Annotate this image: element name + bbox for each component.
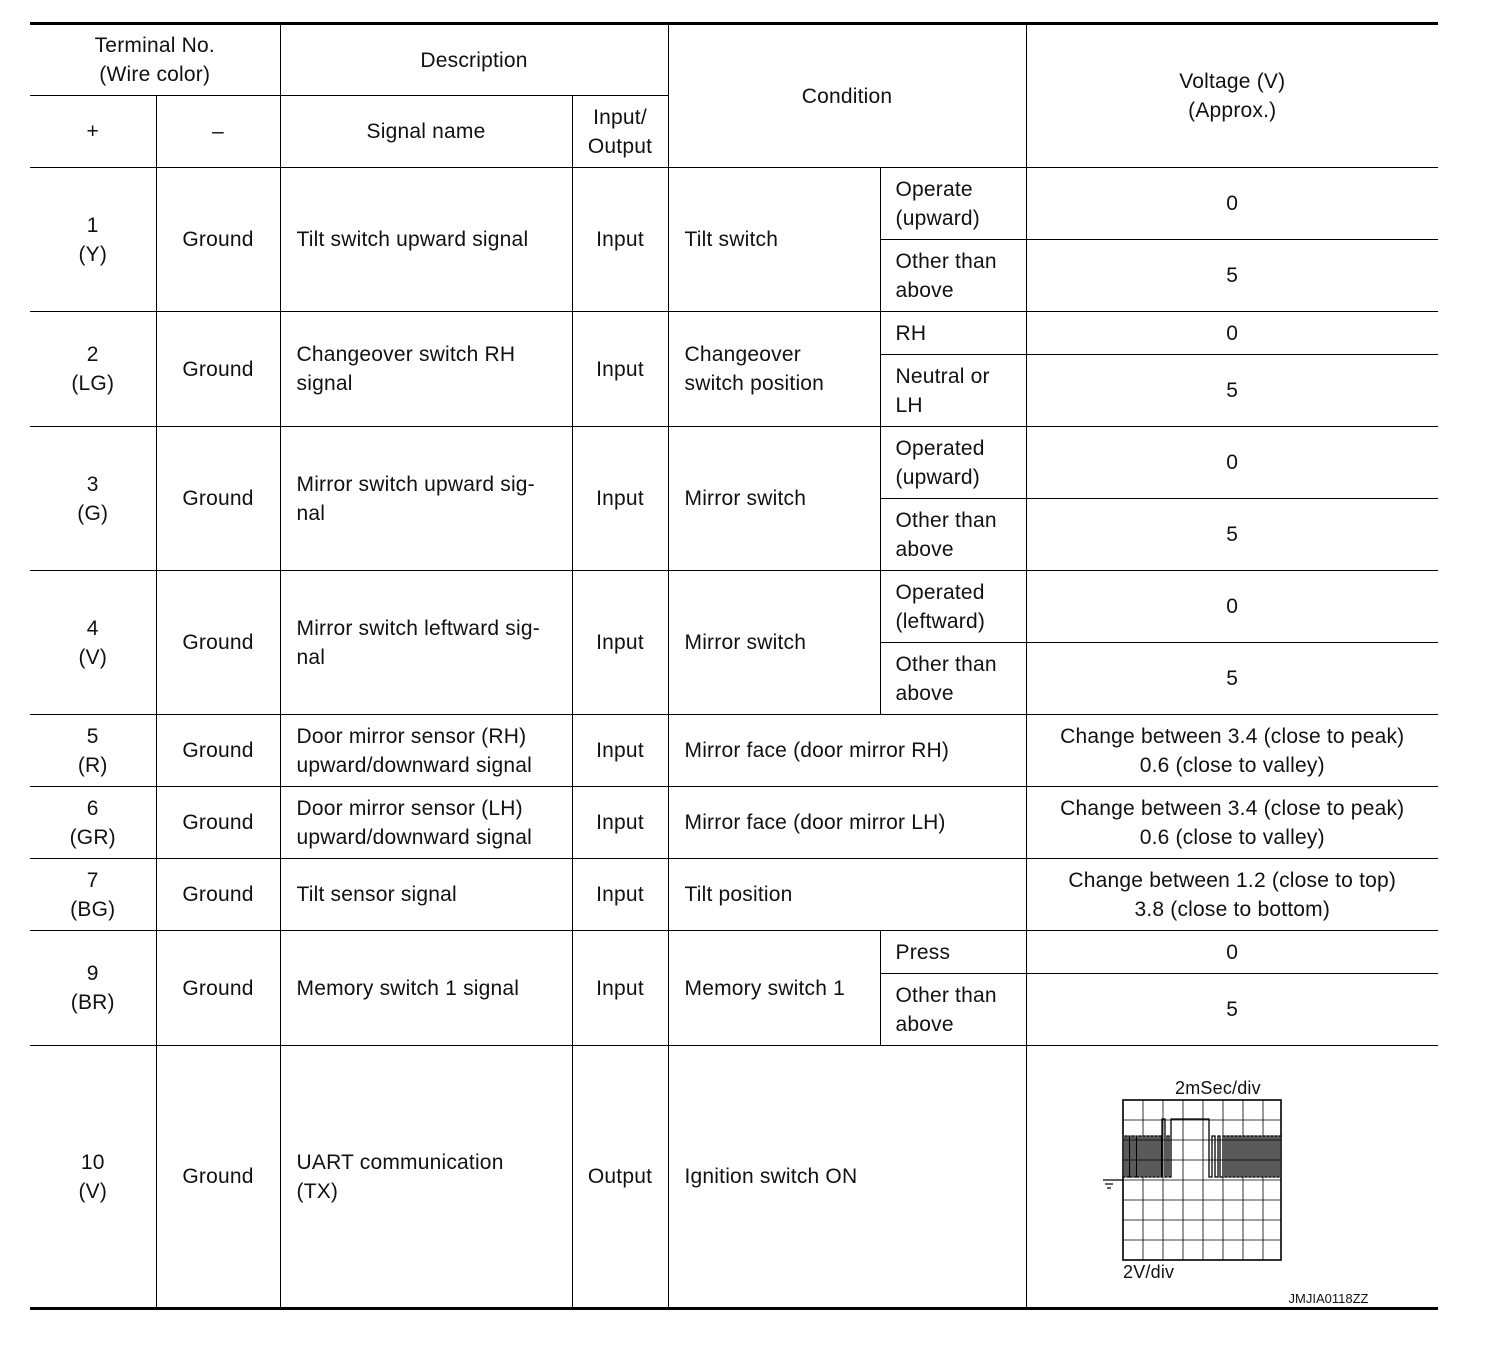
terminal-cell: 7 (BG) — [30, 859, 156, 931]
condition-cell: Mirror face (door mirror LH) — [668, 787, 1026, 859]
state-cell: Press — [880, 931, 1026, 974]
header-description: Description — [280, 24, 668, 96]
state-cell: Neutral or LH — [880, 355, 1026, 427]
table-row — [30, 1046, 1438, 1309]
io-cell: Input — [572, 312, 668, 427]
voltage-cell: Change between 3.4 (close to peak) 0.6 (close to valley) — [1026, 715, 1438, 787]
signal-cell: UART communication (TX) — [280, 1046, 572, 1309]
voltage-cell: 0 — [1026, 427, 1438, 499]
io-cell: Input — [572, 787, 668, 859]
ground-cell: Ground — [156, 859, 280, 931]
voltage-cell: Change between 1.2 (close to top) 3.8 (close to bottom) — [1026, 859, 1438, 931]
terminal-cell: 9 (BR) — [30, 931, 156, 1046]
table-row — [30, 715, 1438, 787]
io-cell: Input — [572, 168, 668, 312]
ground-cell: Ground — [156, 715, 280, 787]
ground-symbol-icon — [1103, 1180, 1123, 1188]
condition-cell: Mirror switch — [668, 427, 880, 571]
terminal-cell: 1 (Y) — [30, 168, 156, 312]
state-cell: RH — [880, 312, 1026, 355]
condition-cell: Mirror face (door mirror RH) — [668, 715, 1026, 787]
signal-cell: Tilt sensor signal — [280, 859, 572, 931]
voltage-cell: 5 — [1026, 355, 1438, 427]
oscilloscope-waveform — [1099, 1074, 1289, 1280]
terminal-cell: 3 (G) — [30, 427, 156, 571]
signal-cell: Memory switch 1 signal — [280, 931, 572, 1046]
io-cell: Output — [572, 1046, 668, 1309]
oscilloscope-grid — [1123, 1100, 1281, 1260]
table-row — [30, 312, 1438, 355]
voltage-cell: 0 — [1026, 312, 1438, 355]
terminal-cell: 4 (V) — [30, 571, 156, 715]
voltage-cell: 5 — [1026, 974, 1438, 1046]
voltage-cell: 5 — [1026, 240, 1438, 312]
ground-cell: Ground — [156, 168, 280, 312]
state-cell: Other than above — [880, 643, 1026, 715]
header-condition: Condition — [668, 24, 1026, 168]
ground-cell: Ground — [156, 931, 280, 1046]
condition-cell: Memory switch 1 — [668, 931, 880, 1046]
header-plus: + — [30, 96, 156, 168]
oscilloscope-cell — [1026, 1046, 1438, 1309]
signal-cell: Tilt switch upward signal — [280, 168, 572, 312]
io-cell: Input — [572, 715, 668, 787]
io-cell: Input — [572, 931, 668, 1046]
header-signal-name: Signal name — [280, 96, 572, 168]
condition-cell: Ignition switch ON — [668, 1046, 1026, 1309]
header-terminal: Terminal No. (Wire color) — [30, 24, 280, 96]
condition-cell: Tilt position — [668, 859, 1026, 931]
voltage-cell: 0 — [1026, 168, 1438, 240]
table-row — [30, 859, 1438, 931]
state-cell: Operated (upward) — [880, 427, 1026, 499]
volt-div-label: 2V/div — [1122, 1262, 1174, 1280]
table-row — [30, 168, 1438, 240]
io-cell: Input — [572, 571, 668, 715]
waveform-trace — [1123, 1119, 1281, 1177]
terminal-cell: 10 (V) — [30, 1046, 156, 1309]
condition-cell: Tilt switch — [668, 168, 880, 312]
state-cell: Operated (leftward) — [880, 571, 1026, 643]
terminal-spec-table — [30, 22, 1438, 1310]
signal-cell: Mirror switch leftward sig- nal — [280, 571, 572, 715]
terminal-cell: 6 (GR) — [30, 787, 156, 859]
table-row — [30, 931, 1438, 974]
figure-code: JMJIA0118ZZ — [1288, 1291, 1369, 1306]
state-cell: Other than above — [880, 974, 1026, 1046]
table-row — [30, 571, 1438, 643]
header-row-1 — [30, 24, 1438, 96]
table-row — [30, 787, 1438, 859]
time-div-label: 2mSec/div — [1174, 1078, 1261, 1098]
header-minus: – — [156, 96, 280, 168]
io-cell: Input — [572, 859, 668, 931]
voltage-cell: 5 — [1026, 643, 1438, 715]
header-voltage: Voltage (V) (Approx.) — [1026, 24, 1438, 168]
voltage-cell: 5 — [1026, 499, 1438, 571]
signal-cell: Mirror switch upward sig- nal — [280, 427, 572, 571]
voltage-cell: 0 — [1026, 931, 1438, 974]
state-cell: Operate (upward) — [880, 168, 1026, 240]
io-cell: Input — [572, 427, 668, 571]
signal-cell: Changeover switch RH signal — [280, 312, 572, 427]
ground-cell: Ground — [156, 571, 280, 715]
terminal-cell: 5 (R) — [30, 715, 156, 787]
signal-cell: Door mirror sensor (RH) upward/downward signal — [280, 715, 572, 787]
voltage-cell: 0 — [1026, 571, 1438, 643]
ground-cell: Ground — [156, 312, 280, 427]
table-row — [30, 427, 1438, 499]
ground-cell: Ground — [156, 427, 280, 571]
signal-cell: Door mirror sensor (LH) upward/downward signal — [280, 787, 572, 859]
header-input-output: Input/ Output — [572, 96, 668, 168]
terminal-cell: 2 (LG) — [30, 312, 156, 427]
condition-cell: Changeover switch position — [668, 312, 880, 427]
condition-cell: Mirror switch — [668, 571, 880, 715]
ground-cell: Ground — [156, 787, 280, 859]
voltage-cell: Change between 3.4 (close to peak) 0.6 (close to valley) — [1026, 787, 1438, 859]
state-cell: Other than above — [880, 240, 1026, 312]
ground-cell: Ground — [156, 1046, 280, 1309]
state-cell: Other than above — [880, 499, 1026, 571]
